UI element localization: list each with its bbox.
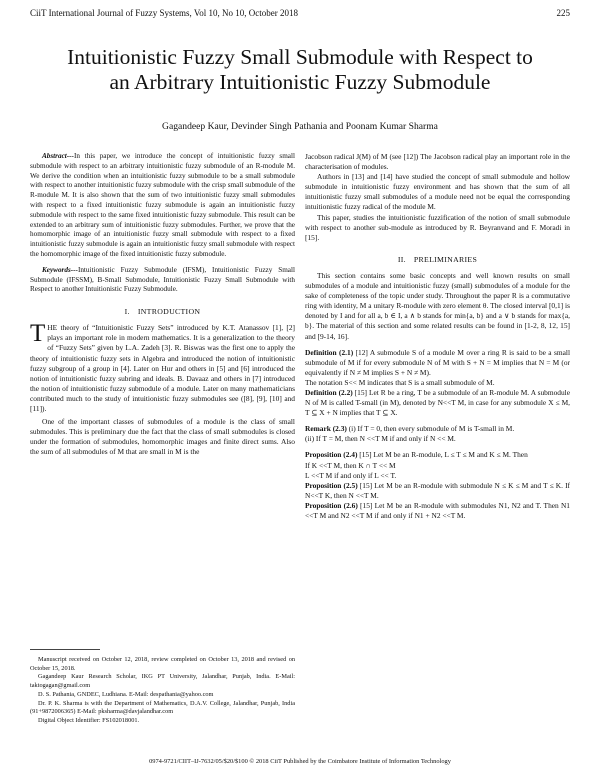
- keywords-text: Intuitionistic Fuzzy Submodule (IFSM), Intuitionistic Fuzzy Small Submodule (IFSSM), B-Small Submodule, Intuitionistic Fuzzy Small Submodule with Respect to another Intuitionistic Fuzzy Submodule.: [30, 265, 295, 294]
- intro-text-1: HE theory of “Intuitionistic Fuzzy Sets” introduced by K.T. Atanassov [1], [2] plays an important role in modern mathematics. It is a generalization to the theory of “Fuzzy Sets” given by L.A. Zadeh [3]. R. Biswas was the first one to apply the theory of intuitionistic fuzzy sets in Algebra and introduced the notion of intuitionistic fuzzy subgroup of a group in [4]. Later on Hur and others in [5] and [6] introduced the notion of intuitionistic fuzzy subring and ideals. B. Davaaz and others in [7] introduced the notion of intuitionistic fuzzy submodule of a module. Later on many mathematicians contributed much to the study of intuitionistic fuzzy submodules see ([8], [9], [10] and [11]).: [30, 323, 295, 413]
- section-title: PRELIMINARIES: [413, 254, 478, 264]
- section-title: INTRODUCTION: [137, 307, 201, 317]
- abstract: [30, 152, 295, 260]
- proposition-2-4-b: L <<T M if and only if L << T.: [305, 470, 397, 480]
- remark-text-i: (i) If T = 0, then every submodule of M is T-small in M.: [346, 424, 515, 434]
- definition-label: Definition (2.2): [305, 387, 353, 397]
- definition-2-1-note: The notation S<< M indicates that S is a small submodule of M.: [305, 377, 495, 387]
- abstract-label: Abstract---: [42, 152, 74, 160]
- definition-2-2: [305, 388, 570, 418]
- footnote-author-1: Gagandeep Kaur Research Scholar, IKG PT University, Jalandhar, Punjab, India. E-Mail: taktogagan@gmail.com: [30, 673, 295, 690]
- proposition-2-4: [305, 450, 570, 460]
- section-heading-preliminaries: [305, 255, 570, 265]
- proposition-text: [15] Let M be an R-module, L ≤ T ≤ M and K ≤ M. Then: [357, 450, 528, 460]
- intro-paragraph-2: One of the important classes of submodules of a module is the class of small submodules. This is preliminary due the fact that the class of small submodules is closed under the formation of submodules, homomorphic images and finite direct sums. Also the sum of all submodules of M that are small in M is the: [30, 417, 295, 457]
- definition-text: [15] Let R be a ring, T be a submodule of an R-module M. A submodule N of M is called T-small (in M), denoted by N<<T M, in case for any submodule X ≤ M, T ⊆ X + N implies that T ⊆ X.: [305, 387, 571, 418]
- right-paragraph-3: This paper, studies the intuitionistic fuzzification of the notion of small submodule with respect to another sub-module as introduced by R. Beyranvand and F. Moradi in [15].: [305, 212, 570, 242]
- right-column: [305, 152, 570, 521]
- abstract-text: In this paper, we introduce the concept of intuitionistic fuzzy small submodule with respect to an arbitrary intuitionistic fuzzy submodule of an R-module M. We derive the condition when an intuitionistic fuzzy submodule to be a small submodule with respect to another intuitionistic fuzzy submodule with the crisp small submodule of the R-module M. It is also shown that the sum of two intuitionistic fuzzy small submodules with respect to a fixed intuitionistic fuzzy submodule is again an intuitionistic fuzzy submodule with respect to the same fixed intuitionistic fuzzy submodule. This result can be extended to an arbitrary sum of intuitionistic fuzzy submodules. Further, we prove that the homomorphic image of an intuitionistic fuzzy small submodule with respect to a fixed intuitionistic fuzzy submodule is again an intuitionistic fuzzy small submodule with respect the homomorphic image of the fixed intuitionistic fuzzy submodule.: [30, 152, 295, 258]
- definition-text: [12] A submodule S of a module M over a ring R is said to be a small submodule of M if for every submodule N of M with S + N = M implies that N = M (or equivalently if N ≠ M implies S + N ≠ M).: [305, 347, 571, 377]
- page-footer: 0974-9721/CIIT–IJ-7632/05/$20/$100 © 2018 CiiT Published by the Coimbatore Institute of Information Technology: [149, 758, 451, 765]
- intro-paragraph-1: [30, 320, 295, 414]
- proposition-text: [15] Let M be an R-module with submodule N ≤ K ≤ M and T ≤ K. If N<<T K, then N <<T M.: [305, 480, 570, 500]
- proposition-2-6: [305, 501, 570, 521]
- definition-label: Definition (2.1): [305, 347, 354, 357]
- drop-cap: T: [30, 320, 46, 348]
- title-line-1: Intuitionistic Fuzzy Small Submodule with Respect to: [67, 45, 533, 69]
- right-paragraph-1: Jacobson radical J(M) of M (see [12]) The Jacobson radical play an important role in the characterisation of modules.: [305, 152, 570, 172]
- remark-2-3-ii: (ii) If T = M, then N <<T M if and only if N << M.: [305, 434, 456, 444]
- section-number: I.: [124, 307, 130, 317]
- journal-name: CiiT International Journal of Fuzzy Systems, Vol 10, No 10, October 2018: [30, 8, 298, 18]
- footnotes: [30, 656, 295, 726]
- section-number: II.: [397, 254, 406, 264]
- paper-title: [30, 45, 570, 95]
- proposition-2-4-a: If K <<T M, then K ∩ T << M: [305, 460, 396, 470]
- running-header: [30, 8, 570, 18]
- footnote-author-3: Dr. P. K. Sharma is with the Department of Mathematics, D.A.V. College, Jalandhar, Punjab, India (91+9872006365) E-Mail: pksharma@davjalandhar.com: [30, 699, 295, 716]
- definition-2-1: [305, 348, 570, 378]
- left-column: [30, 152, 295, 457]
- remark-2-3: [305, 424, 570, 434]
- proposition-text: [15] Let M be an R-module with submodules N1, N2 and T. Then N1 <<T M and N2 <<T M if and only if N1 + N2 <<T M.: [305, 500, 570, 520]
- title-line-2: an Arbitrary Intuitionistic Fuzzy Submodule: [109, 70, 491, 94]
- page-number: 225: [556, 8, 570, 18]
- footnote-doi: Digital Object Identifier: FS102018001.: [38, 716, 140, 724]
- keywords: [30, 266, 295, 295]
- remark-label: Remark (2.3): [305, 424, 347, 434]
- keywords-label: Keywords---: [42, 265, 78, 274]
- proposition-label: Proposition (2.6): [305, 500, 358, 510]
- proposition-label: Proposition (2.4): [305, 450, 358, 460]
- preliminaries-paragraph: This section contains some basic concepts and well known results on small submodules of a module and intuitionistic fuzzy (small) submodules of a module for the sake of completeness of the topic under study. Throughout the paper R is a commutative ring with identity, M a unitary R-module with zero element θ. The closed interval [0,1] is denoted by I and for all a, b ∈ I, a ∧ b stands for min{a, b} and a ∨ b stands for max{a, b}. The material of this section and some related results can be found in [1-2, 8, 12, 15] and [9-14, 16].: [305, 270, 570, 341]
- right-paragraph-2: Authors in [13] and [14] have studied the concept of small submodule and hollow submodule in intuitionistic fuzzy environment and has shown that the sum of all intuitionistic fuzzy small submodules of a module need not be equal the corresponding intuitionistic fuzzy radical of the module M.: [305, 172, 570, 212]
- proposition-2-5: [305, 481, 570, 501]
- section-heading-introduction: [30, 307, 295, 317]
- footnote-author-2: D. S. Pathania, GNDEC, Ludhiana. E-Mail: despathania@yahoo.com: [38, 690, 214, 698]
- footnote-received: Manuscript received on October 12, 2018, review completed on October 13, 2018 and revised on October 15, 2018.: [30, 656, 295, 672]
- proposition-label: Proposition (2.5): [305, 480, 358, 490]
- author-list: Gagandeep Kaur, Devinder Singh Pathania and Poonam Kumar Sharma: [162, 121, 438, 132]
- footnote-divider: [30, 649, 100, 650]
